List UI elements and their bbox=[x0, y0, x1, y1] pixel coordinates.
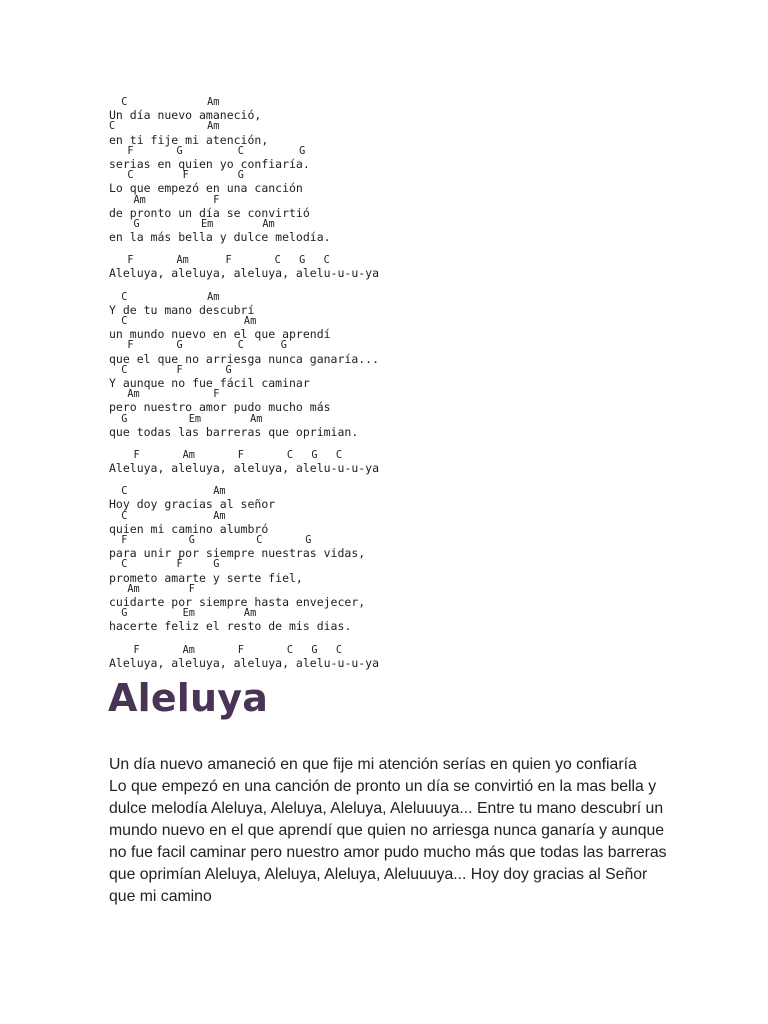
lyric-line: cuidarte por siempre hasta envejecer, bbox=[109, 594, 366, 609]
lyric-line: de pronto un día se convirtió bbox=[109, 205, 310, 220]
song-title: Aleluya bbox=[108, 676, 269, 720]
chord-line: C Am bbox=[109, 97, 220, 108]
chord-line: C F G bbox=[109, 364, 232, 376]
chord-line: Am F bbox=[109, 583, 195, 595]
chord-line: F Am F C G C bbox=[109, 255, 330, 267]
lyric-line: Y de tu mano descubrí bbox=[109, 302, 255, 317]
lyric-line: en ti fije mi atención, bbox=[109, 132, 269, 147]
chord-line: C Am bbox=[109, 291, 220, 303]
stanza bbox=[109, 645, 669, 669]
chord-line: C Am bbox=[109, 121, 220, 133]
lyric-line: un mundo nuevo en el que aprendí bbox=[109, 327, 331, 342]
lyric-line: Un día nuevo amaneció, bbox=[109, 108, 262, 123]
stanza bbox=[109, 486, 669, 632]
lyric-line: hacerte feliz el resto de mis dias. bbox=[109, 619, 352, 634]
chord-line: G Em Am bbox=[109, 413, 263, 425]
lyric-line: en la más bella y dulce melodía. bbox=[109, 230, 331, 245]
chord-line: F G C G bbox=[109, 340, 287, 352]
lyric-line: prometo amarte y serte fiel, bbox=[109, 570, 303, 585]
chord-line: C F G bbox=[109, 559, 220, 571]
chord-line: C Am bbox=[109, 486, 226, 498]
lyric-line: Y aunque no fue fácil caminar bbox=[109, 375, 310, 390]
stanza bbox=[109, 97, 669, 243]
lyric-line: Aleluya, aleluya, aleluya, alelu-u-u-ya bbox=[109, 266, 380, 281]
chord-line: F G C G bbox=[109, 535, 312, 546]
chord-line: F G C G bbox=[109, 145, 306, 157]
stanza bbox=[109, 255, 669, 279]
stanza bbox=[109, 450, 669, 474]
chord-line: C Am bbox=[109, 316, 257, 327]
chord-sheet bbox=[109, 97, 669, 681]
lyric-line: Lo que empezó en una canción bbox=[109, 181, 303, 196]
chord-line: F Am F C G C bbox=[109, 449, 343, 461]
chord-line: G Em Am bbox=[109, 608, 257, 620]
stanza bbox=[109, 292, 669, 438]
chord-line: C F G bbox=[109, 170, 244, 182]
lyric-line: que todas las barreras que oprimian. bbox=[109, 424, 359, 439]
lyric-line: Aleluya, aleluya, aleluya, alelu-u-u-ya bbox=[109, 461, 380, 476]
lyric-line: serias en quien yo confiaría. bbox=[109, 156, 310, 171]
lyric-line: para unir por siempre nuestras vidas, bbox=[109, 546, 366, 561]
lyric-line: Hoy doy gracias al señor bbox=[109, 497, 276, 512]
chord-line: F Am F C G C bbox=[109, 644, 343, 656]
chord-line: C Am bbox=[109, 510, 226, 522]
lyric-line: que el que no arriesga nunca ganaría... bbox=[109, 351, 380, 366]
lyrics-paragraph: Un día nuevo amaneció en que fije mi atención serías en quien yo confiaría Lo que empezó en una canción de pronto un día se convirtió en la mas bella y dulce melodía Aleluya, Aleluya, Aleluya, Aleluuuya... Entre tu mano descubrí un mundo nuevo en el que aprendí que quien no arriesga nunca ganaría y aunque no fue facil caminar pero nuestro amor pudo mucho más que todas las barreras que oprimían Aleluya, Aleluya, Aleluya, Aleluuuya... Hoy doy gracias al Señor que mi camino bbox=[109, 756, 667, 905]
lyric-line: quien mi camino alumbró bbox=[109, 521, 269, 536]
lyric-line: pero nuestro amor pudo mucho más bbox=[109, 400, 331, 415]
chord-line: G Em Am bbox=[109, 218, 275, 230]
lyric-line: Aleluya, aleluya, aleluya, alelu-u-u-ya bbox=[109, 655, 380, 670]
chord-line: Am F bbox=[109, 194, 220, 206]
chord-line: Am F bbox=[109, 389, 220, 401]
